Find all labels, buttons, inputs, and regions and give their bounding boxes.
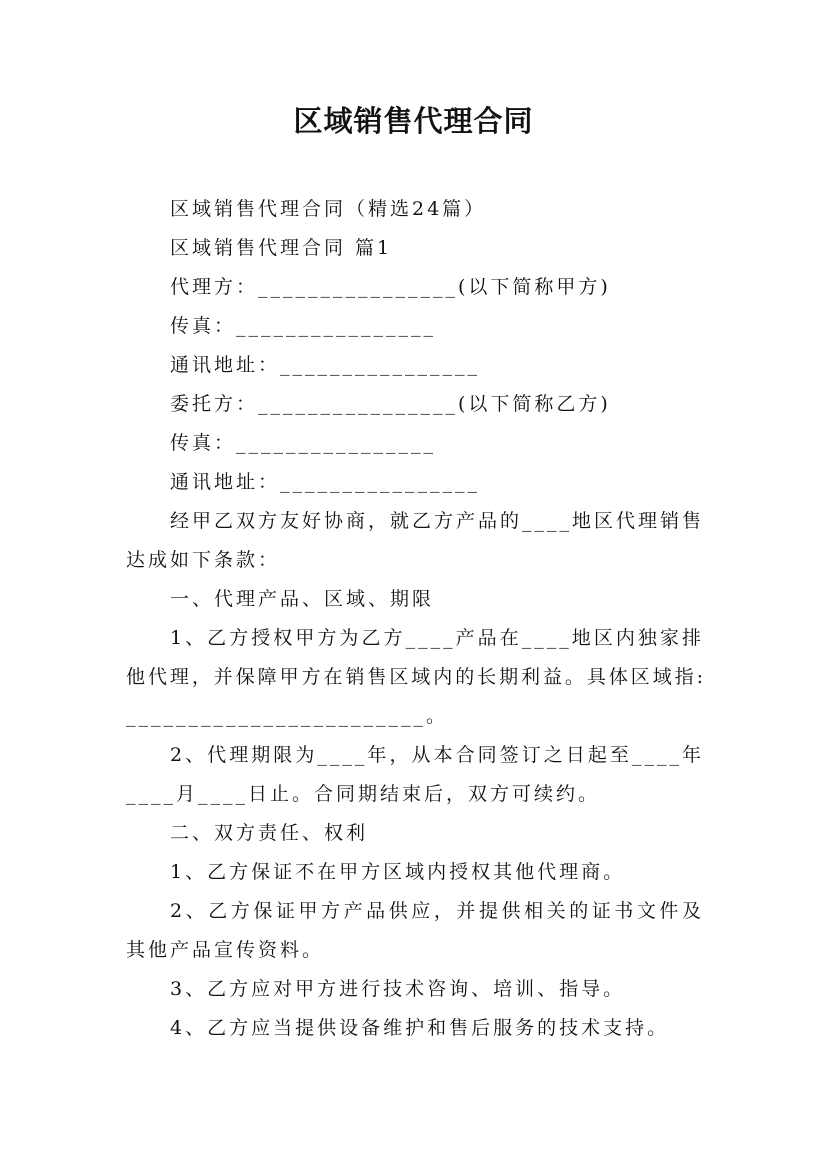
- clause-heading: 一、代理产品、区域、期限: [170, 588, 435, 610]
- paragraph-line: 1、乙方授权甲方为乙方____产品在____地区内独家排: [170, 627, 704, 649]
- section-heading: 区域销售代理合同 篇1: [170, 237, 393, 259]
- document-title: 区域销售代理合同: [293, 104, 534, 138]
- paragraph-line: 3、乙方应对甲方进行技术咨询、培训、指导。: [170, 978, 626, 1000]
- paragraph-line: 4、乙方应当提供设备维护和售后服务的技术支持。: [170, 1017, 670, 1039]
- paragraph-line: 其他产品宣传资料。: [126, 939, 325, 961]
- agent-fax-line: 传真：________________: [170, 315, 437, 337]
- document-body: [126, 190, 704, 1048]
- principal-fax-line: 传真：________________: [170, 432, 437, 454]
- paragraph-line: 他代理，并保障甲方在销售区域内的长期利益。具体区域指:: [126, 666, 704, 688]
- principal-party-line: 委托方：________________(以下简称乙方): [170, 393, 611, 415]
- paragraph-line: 2、代理期限为____年，从本合同签订之日起至____年: [170, 744, 704, 766]
- paragraph-line: 1、乙方保证不在甲方区域内授权其他代理商。: [170, 861, 626, 883]
- agent-address-line: 通讯地址：________________: [170, 354, 481, 376]
- subtitle-line: 区域销售代理合同（精选24篇）: [170, 198, 487, 220]
- paragraph-line: ____月____日止。合同期结束后，双方可续约。: [126, 783, 601, 805]
- paragraph-line: 经甲乙双方友好协商，就乙方产品的____地区代理销售: [170, 510, 705, 532]
- paragraph-line: 2、乙方保证甲方产品供应，并提供相关的证书文件及: [170, 900, 704, 922]
- paragraph-line: 达成如下条款：: [126, 549, 281, 571]
- agent-party-line: 代理方：________________(以下简称甲方): [170, 276, 611, 298]
- paragraph-line: ________________________。: [126, 705, 449, 727]
- clause-heading: 二、双方责任、权利: [170, 822, 369, 844]
- principal-address-line: 通讯地址：________________: [170, 471, 481, 493]
